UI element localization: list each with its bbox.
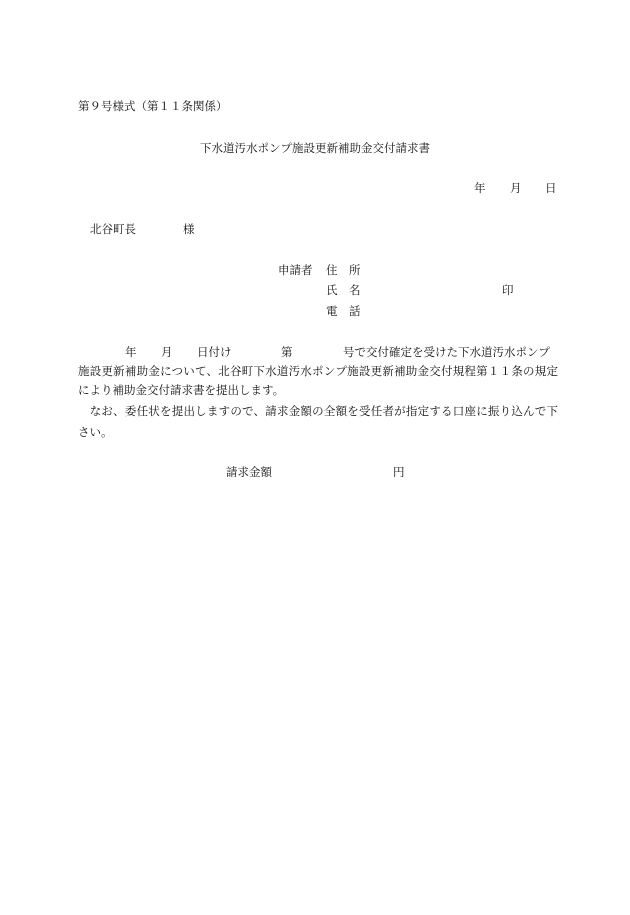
applicant-label: 申請者 [278,263,313,277]
body-line-5: さい。 [78,425,113,439]
body-line-1-text: 号で交付確定を受けた下水道汚水ポンプ [343,345,550,359]
date-day-label: 日 [545,181,557,195]
claim-amount-unit: 円 [393,465,405,479]
body-number-prefix: 第 [281,345,293,359]
date-year-label: 年 [474,181,486,195]
addressee-honorific: 様 [183,222,195,236]
body-line-2-text: 施設更新補助金について、北谷町下水道汚水ポンプ施設更新補助金交付規程第１１条の規定 [78,364,558,378]
claim-amount-label: 請求金額 [226,465,272,479]
body-line-3: により補助金交付請求書を提出します。 [78,383,285,397]
addressee-name: 北谷町長 [90,222,136,236]
body-year-label: 年 [125,345,137,359]
body-month-label: 月 [161,345,173,359]
seal-label: 印 [502,283,514,297]
applicant-phone-label: 電 話 [326,304,361,318]
body-line-2 [78,366,558,378]
body-line-4 [78,406,558,418]
body-line-4-text: なお、委任状を提出しますので、請求金額の全額を受任者が指定する口座に振り込んで下 [78,404,558,418]
body-dated-label: 日付け [197,345,232,359]
form-number: 第９号様式（第１１条関係） [78,99,228,113]
applicant-address-label: 住 所 [326,263,361,277]
document-title: 下水道汚水ポンプ施設更新補助金交付請求書 [200,141,430,155]
applicant-name-label: 氏 名 [326,283,361,297]
date-month-label: 月 [510,181,522,195]
